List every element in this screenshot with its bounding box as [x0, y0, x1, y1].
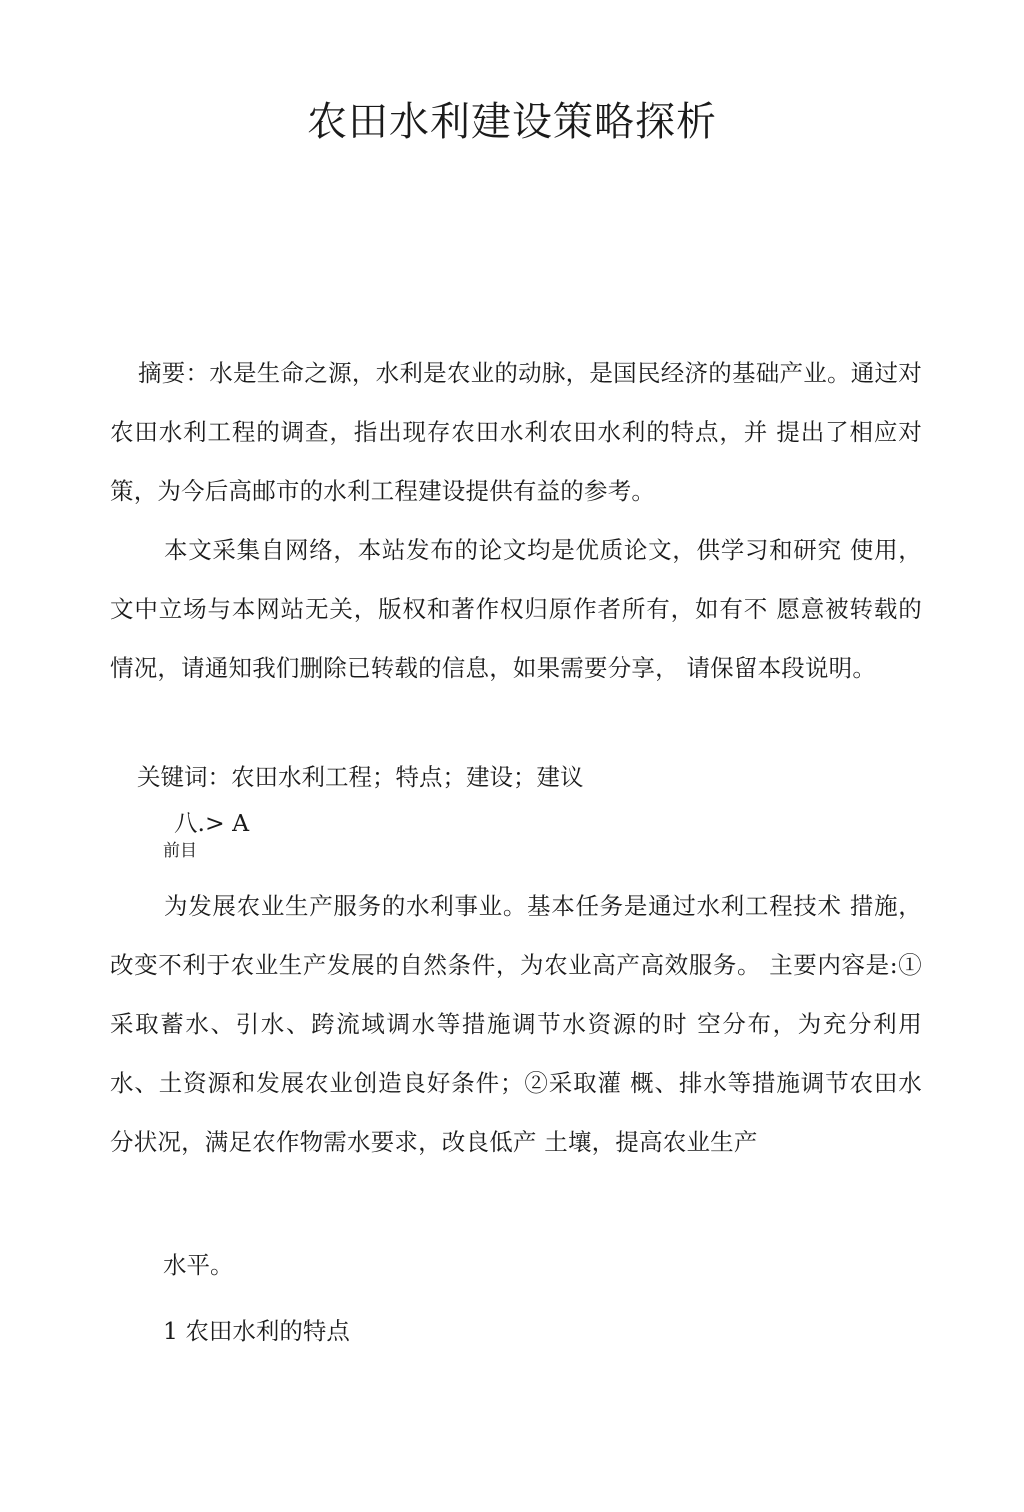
preface-heading: 前目: [163, 841, 197, 861]
disclaimer-paragraph: 本文采集自网络，本站发布的论文均是优质论文，供学习和研究 使用，文中立场与本网站无关，版权和著作权归原作者所有，如有不 愿意被转载的情况，请通知我们删除已转载的信息，如果需要分享， 请保留本段说明。: [110, 536, 922, 682]
intro-paragraph: 为发展农业生产服务的水利事业。基本任务是通过水利工程技术 措施，改变不利于农业生产发展的自然条件，为农业高产高效服务。 主要内容是:①采取蓄水、引水、跨流域调水等措施调节水资源的时 空分布，为充分利用水、土资源和发展农业创造良好条件；②采取灌 概、排水等措施调节农田水分状况，满足农作物需水要求，改良低产 土壤，提高农业生产: [110, 892, 922, 1156]
document-title: 农田水利建设策略探析: [307, 99, 717, 145]
abstract-paragraph: 摘要：水是生命之源，水利是农业的动脉，是国民经济的基础产业。通过对农田水利工程的调查，指出现存农田水利农田水利的特点，并 提出了相应对策，为今后高邮市的水利工程建设提供有益的参考。: [110, 359, 922, 505]
intro-tail-text: 水平。: [163, 1251, 234, 1279]
preface-garbled-text: 八.> A: [174, 809, 250, 837]
section-heading-1: 1 农田水利的特点: [163, 1317, 350, 1345]
keywords-line: 关键词：农田水利工程；特点；建设；建议: [137, 763, 584, 791]
